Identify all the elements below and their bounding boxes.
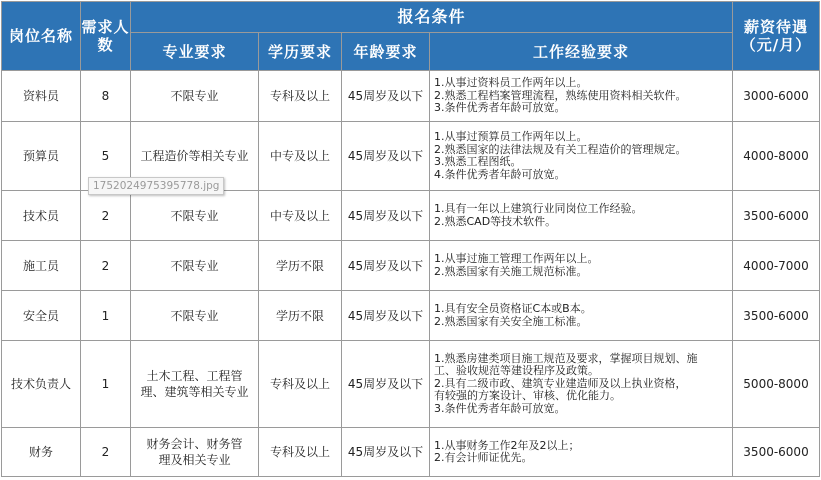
cell-salary: 3500-6000 (733, 291, 820, 341)
experience-line: 1.从事过资料员工作两年以上。 (434, 76, 588, 90)
experience-line: 2.具有二级市政、建筑专业建造师及以上执业资格， (434, 376, 687, 390)
cell-headcount: 5 (81, 122, 131, 191)
cell-major (131, 291, 259, 341)
experience-line: 1.具有一年以上建筑行业同岗位工作经验。 (434, 202, 643, 215)
cell-experience (430, 71, 733, 122)
cell-salary: 3000-6000 (733, 71, 820, 122)
header-experience: 工作经验要求 (430, 33, 733, 71)
header-major: 专业要求 (131, 33, 259, 71)
cell-salary: 4000-7000 (733, 241, 820, 291)
cell-major (131, 428, 259, 477)
cell-major (131, 241, 259, 291)
cell-major-text: 土木工程、工程管理、建筑等相关专业 (140, 369, 249, 399)
cell-major (131, 191, 259, 241)
cell-education: 学历不限 (259, 241, 342, 291)
table-row (2, 71, 820, 122)
cell-education: 专科及以上 (259, 71, 342, 122)
cell-position: 技术员 (2, 191, 81, 241)
experience-line: 工、验收规范等建设程序及政策。 (434, 364, 599, 378)
cell-position: 技术负责人 (2, 341, 81, 428)
cell-salary: 4000-8000 (733, 122, 820, 191)
experience-line: 1.具有安全员资格证C本或B本。 (434, 302, 592, 315)
cell-salary: 5000-8000 (733, 341, 820, 428)
cell-age: 45周岁及以下 (342, 291, 430, 341)
experience-line: 3.熟悉工程图纸。 (434, 155, 522, 168)
experience-line: 2.熟悉国家有关施工规范标准。 (434, 264, 588, 278)
cell-major-text: 不限专业 (170, 89, 219, 103)
header-position: 岗位名称 (2, 2, 81, 71)
cell-major-text: 财务会计、财务管理及相关专业 (146, 437, 243, 467)
cell-experience (430, 241, 733, 291)
cell-experience (430, 291, 733, 341)
cell-salary: 3500-6000 (733, 428, 820, 477)
cell-headcount: 1 (81, 341, 131, 428)
cell-experience (430, 341, 733, 428)
header-salary: 薪资待遇（元/月） (733, 2, 820, 71)
cell-age: 45周岁及以下 (342, 191, 430, 241)
header-conditions: 报名条件 (131, 2, 733, 33)
recruitment-table (1, 1, 820, 477)
cell-age: 45周岁及以下 (342, 428, 430, 477)
cell-major-text: 工程造价等相关专业 (140, 149, 249, 163)
cell-experience (430, 122, 733, 191)
table-row (2, 191, 820, 241)
table-row (2, 341, 820, 428)
experience-line: 2.熟悉CAD等技术软件。 (434, 214, 557, 228)
cell-education: 中专及以上 (259, 191, 342, 241)
cell-major (131, 71, 259, 122)
cell-headcount: 8 (81, 71, 131, 122)
table-row (2, 241, 820, 291)
cell-position: 财务 (2, 428, 81, 477)
table-body (2, 71, 820, 477)
experience-line: 1.熟悉房建类项目施工规范及要求，掌握项目规划、施 (434, 351, 698, 365)
cell-age: 45周岁及以下 (342, 71, 430, 122)
cell-position: 施工员 (2, 241, 81, 291)
table-row (2, 428, 820, 477)
cell-headcount: 1 (81, 291, 131, 341)
filename-tooltip: 1752024975395778.jpg (88, 177, 224, 195)
experience-line: 3.条件优秀者年龄可放宽。 (434, 101, 566, 115)
cell-position: 安全员 (2, 291, 81, 341)
cell-headcount: 2 (81, 191, 131, 241)
header-headcount: 需求人数 (81, 2, 131, 71)
cell-major (131, 341, 259, 428)
experience-line: 2.熟悉国家的法律法规及有关工程造价的管理规定。 (434, 142, 687, 156)
experience-line: 1.从事过施工管理工作两年以上。 (434, 252, 599, 265)
experience-line: 2.熟悉工程档案管理流程，熟练使用资料相关软件。 (434, 88, 687, 102)
cell-education: 专科及以上 (259, 341, 342, 428)
experience-line: 1.从事财务工作2年及2以上； (434, 438, 580, 452)
cell-major-text: 不限专业 (170, 208, 219, 223)
cell-experience (430, 191, 733, 241)
table-row (2, 291, 820, 341)
cell-education: 学历不限 (259, 291, 342, 341)
experience-line: 1.从事过预算员工作两年以上。 (434, 130, 588, 143)
cell-salary: 3500-6000 (733, 191, 820, 241)
cell-headcount: 2 (81, 428, 131, 477)
cell-position: 资料员 (2, 71, 81, 122)
cell-major-text: 不限专业 (170, 308, 219, 323)
cell-age: 45周岁及以下 (342, 122, 430, 191)
cell-age: 45周岁及以下 (342, 341, 430, 428)
experience-line: 2.有会计师证优先。 (434, 451, 533, 464)
header-education: 学历要求 (259, 33, 342, 71)
cell-position: 预算员 (2, 122, 81, 191)
cell-headcount: 2 (81, 241, 131, 291)
experience-line: 2.熟悉国家有关安全施工标准。 (434, 314, 588, 328)
experience-line: 3.条件优秀者年龄可放宽。 (434, 401, 566, 415)
cell-experience (430, 428, 733, 477)
cell-education: 中专及以上 (259, 122, 342, 191)
experience-line: 4.条件优秀者年龄可放宽。 (434, 167, 566, 181)
cell-age: 45周岁及以下 (342, 241, 430, 291)
cell-education: 专科及以上 (259, 428, 342, 477)
header-age: 年龄要求 (342, 33, 430, 71)
experience-line: 有较强的方案设计、审核、优化能力。 (434, 389, 621, 403)
cell-major-text: 不限专业 (170, 258, 219, 273)
